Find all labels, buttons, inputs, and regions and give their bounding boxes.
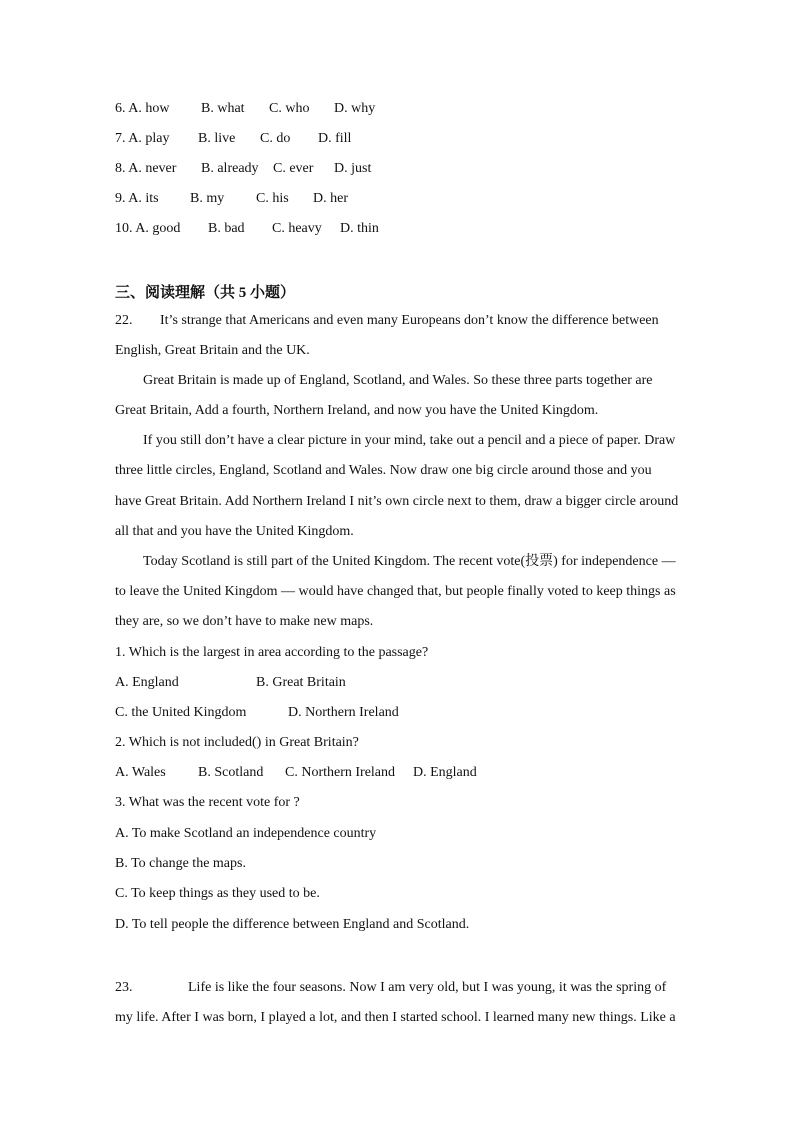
q10-option-d: D. thin [340,221,379,236]
q8-option-d: D. just [334,161,372,176]
q2-option-c: C. Northern Ireland [285,765,396,780]
passage-23-line: Life is like the four seasons. Now I am very old, but I was young, it was the spring of [188,980,667,995]
q2-option-d: D. England [413,765,477,780]
passage-22-line: all that and you have the United Kingdom. [115,524,354,539]
passage-22-line: Great Britain is made up of England, Scotland, and Wales. So these three parts together are [143,373,653,388]
q6-option-a: 6. A. how [115,101,170,116]
q3-option-c: C. To keep things as they used to be. [115,886,320,901]
passage-22-line: Today Scotland is still part of the United Kingdom. The recent vote(投票) for independence — [143,554,676,569]
q10-option-b: B. bad [208,221,245,236]
passage-22-number: 22. [115,313,133,328]
q1-option-d: D. Northern Ireland [288,705,399,720]
q6-option-d: D. why [334,101,376,116]
passage-22-line: to leave the United Kingdom — would have changed that, but people finally voted to keep things as [115,584,676,599]
passage-22-line: It’s strange that Americans and even many Europeans don’t know the difference between [160,313,659,328]
q7-option-c: C. do [260,131,291,146]
q2-option-a: A. Wales [115,765,166,780]
question-3-text: 3. What was the recent vote for ? [115,795,300,810]
q7-option-b: B. live [198,131,236,146]
q1-option-c: C. the United Kingdom [115,705,247,720]
q7-option-d: D. fill [318,131,352,146]
q10-option-a: 10. A. good [115,221,181,236]
q6-option-b: B. what [201,101,245,116]
q6-option-c: C. who [269,101,310,116]
passage-22-line: English, Great Britain and the UK. [115,343,310,358]
q1-option-b: B. Great Britain [256,675,346,690]
q3-option-a: A. To make Scotland an independence country [115,826,377,841]
q2-option-b: B. Scotland [198,765,264,780]
passage-23-number: 23. [115,980,133,995]
q10-option-c: C. heavy [272,221,322,236]
q8-option-c: C. ever [273,161,314,176]
q7-option-a: 7. A. play [115,131,170,146]
passage-22-line: three little circles, England, Scotland and Wales. Now draw one big circle around those and you [115,463,652,478]
section-heading: 三、阅读理解（共 5 小题） [115,285,296,301]
q1-option-a: A. England [115,675,179,690]
passage-22-line: they are, so we don’t have to make new maps. [115,614,374,629]
q3-option-b: B. To change the maps. [115,856,246,871]
q9-option-d: D. her [313,191,348,206]
passage-23-line: my life. After I was born, I played a lot, and then I started school. I learned many new things. Like a [115,1010,676,1025]
q9-option-b: B. my [190,191,225,206]
passage-22-line: have Great Britain. Add Northern Ireland I nit’s own circle next to them, draw a bigger circle around [115,494,679,509]
q9-option-a: 9. A. its [115,191,159,206]
q8-option-a: 8. A. never [115,161,177,176]
question-2-text: 2. Which is not included() in Great Britain? [115,735,359,750]
passage-22-line: Great Britain, Add a fourth, Northern Ireland, and now you have the United Kingdom. [115,403,599,418]
q3-option-d: D. To tell people the difference between England and Scotland. [115,917,470,932]
q9-option-c: C. his [256,191,289,206]
passage-22-line: If you still don’t have a clear picture in your mind, take out a pencil and a piece of paper. Draw [143,433,676,448]
question-1-text: 1. Which is the largest in area according to the passage? [115,645,429,660]
q8-option-b: B. already [201,161,259,176]
